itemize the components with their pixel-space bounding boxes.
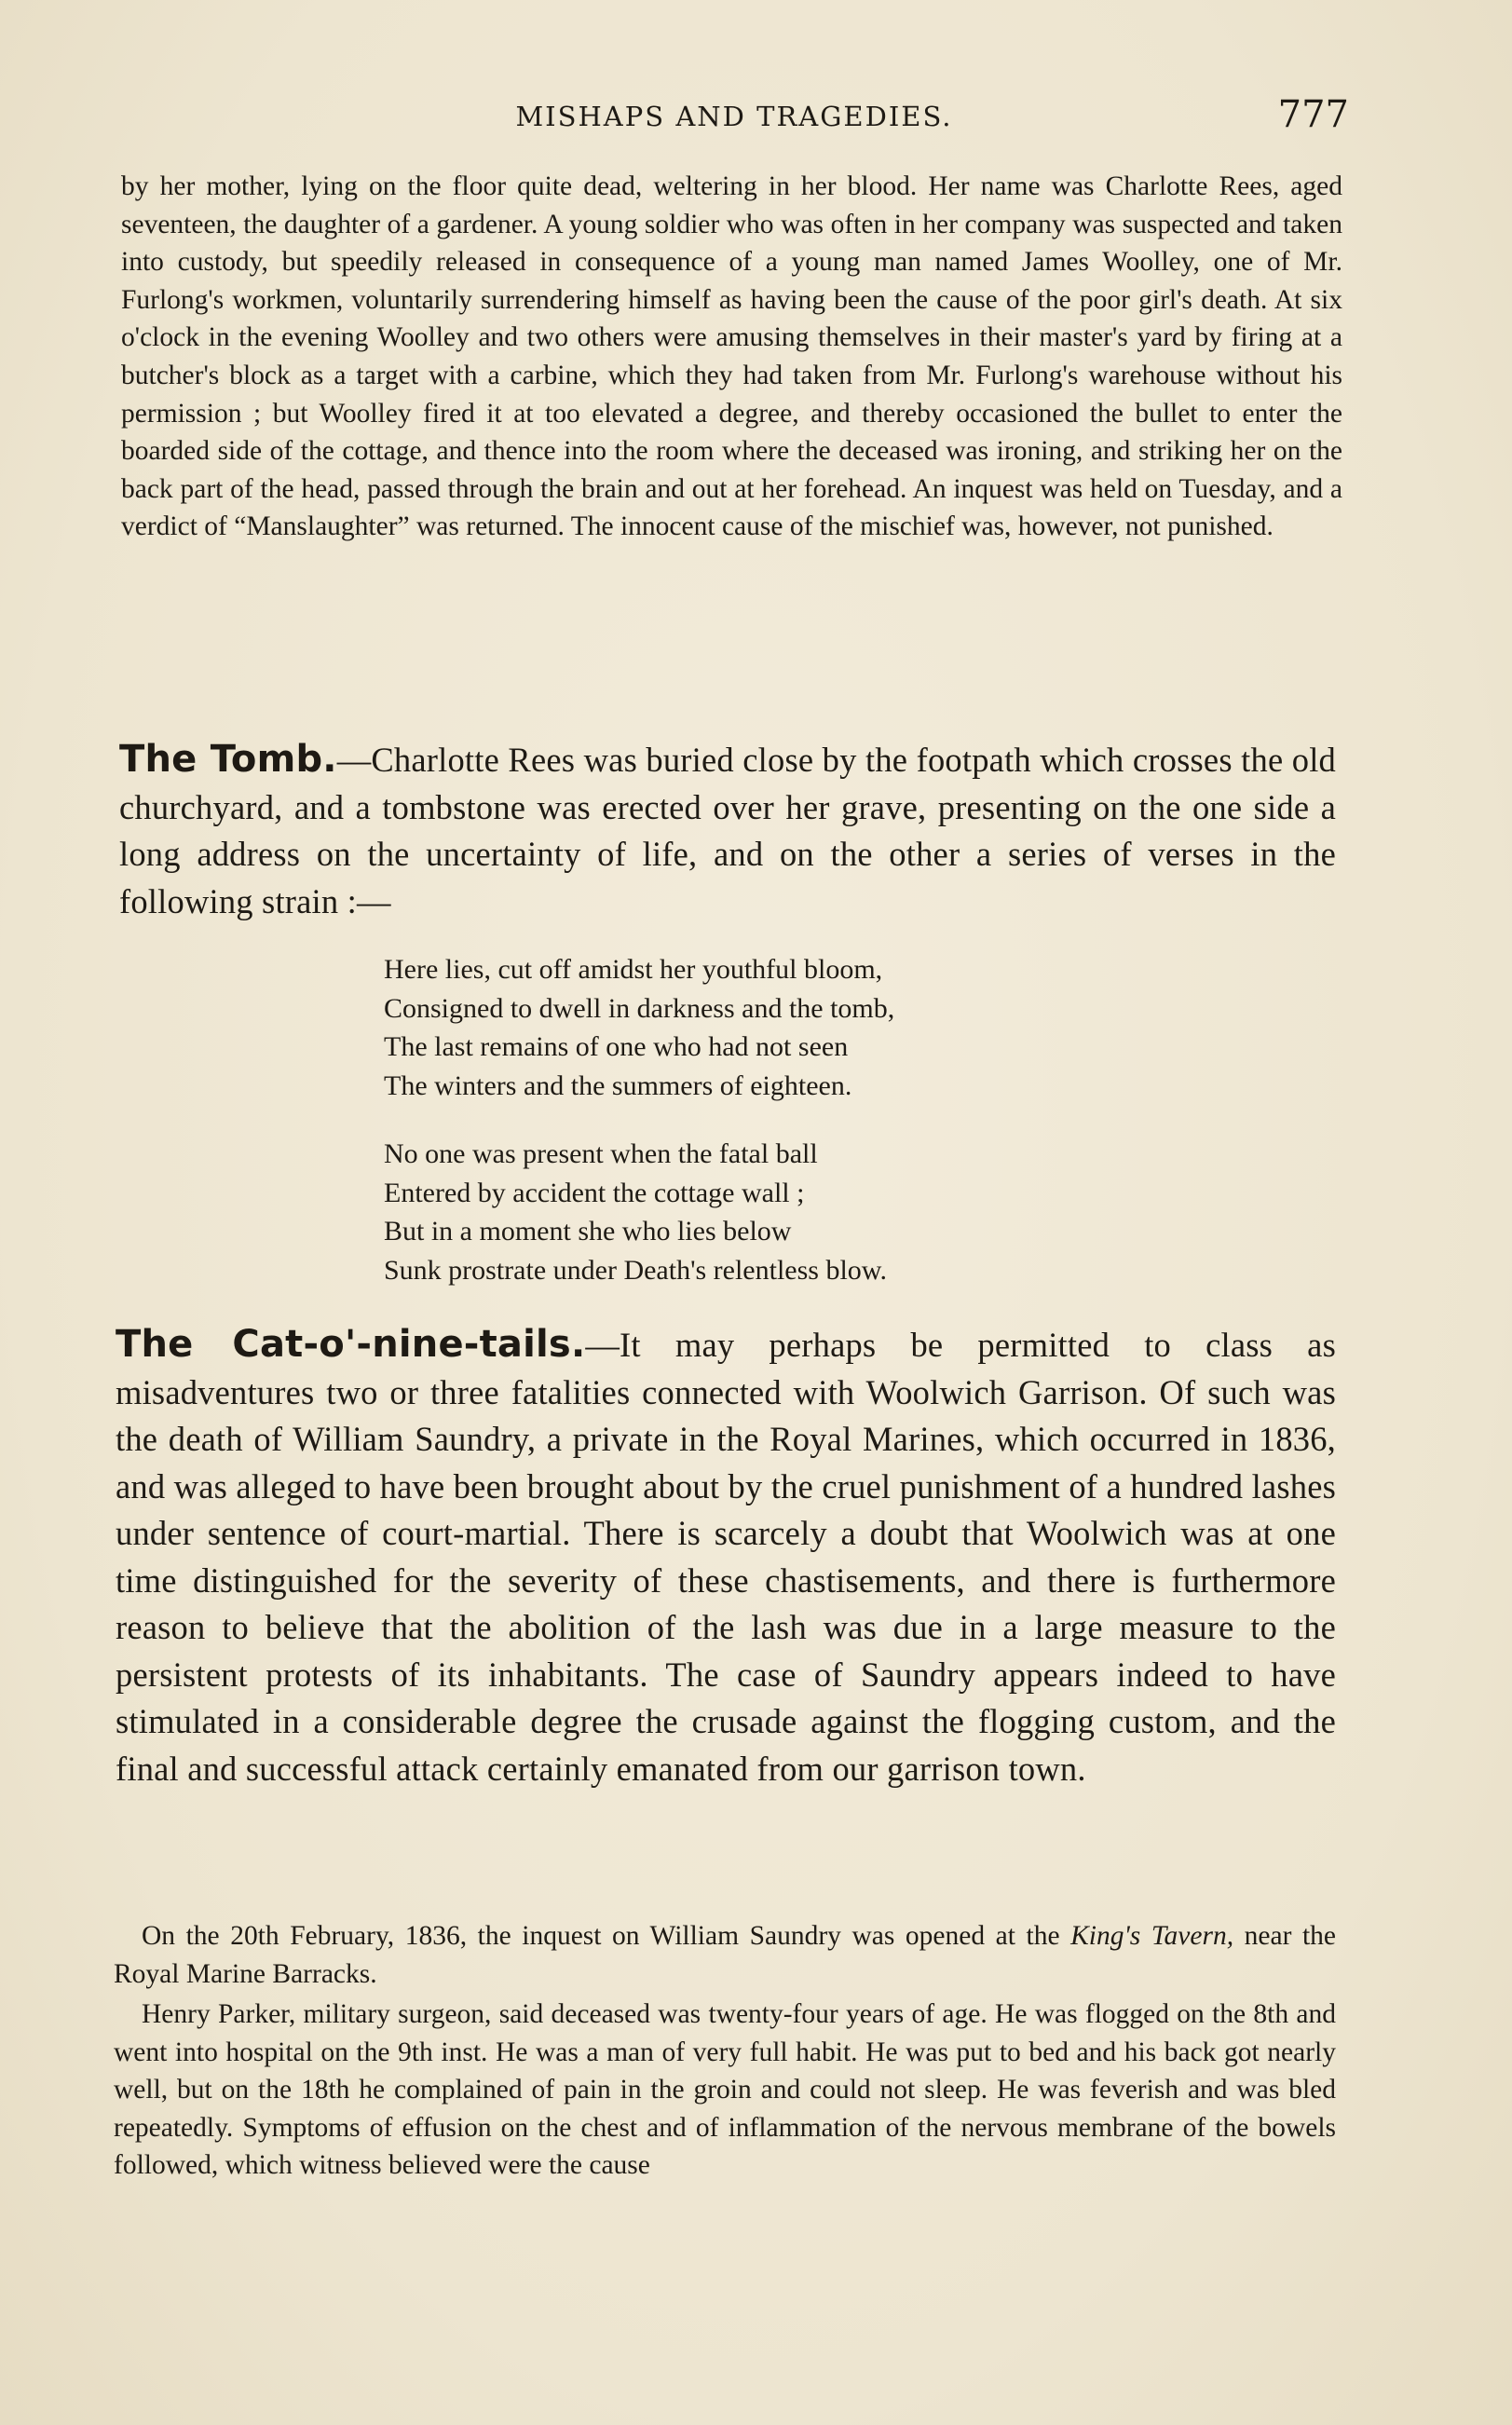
page-header	[119, 93, 1349, 140]
kings-tavern: King's Tavern,	[1070, 1921, 1234, 1951]
poem-stanza-1	[384, 950, 894, 1105]
tomb-paragraph	[119, 736, 1336, 925]
continued-paragraph: by her mother, lying on the floor quite dead, weltering in her blood. Her name was Charlotte Rees, aged seventeen, the daughter of a gardener. A young soldier who was often in her company was suspected and taken into custody, but speedily released in consequence of a young man named James Woolley, one of Mr. Furlong's workmen, voluntarily surrendering himself as having been the cause of the poor girl's death. At six o'clock in the evening Woolley and two others were amusing themselves in their master's yard by firing at a butcher's block as a target with a carbine, which they had taken from Mr. Furlong's warehouse without his permission ; but Woolley fired it at too elevated a degree, and thereby occasioned the bullet to enter the boarded side of the cottage, and thence into the room where the deceased was ironing, and striking her on the back part of the head, passed through the brain and out at her forehead. An inquest was held on Tuesday, and a verdict of “Manslaughter” was returned. The innocent cause of the mischief was, however, not punished.	[121, 171, 1342, 542]
inquest-text-after: near the Royal Marine Barracks.	[114, 1921, 1336, 1989]
inquest-text-before: On the 20th February, 1836, the inquest on William Saundry was opened at the	[142, 1921, 1071, 1951]
poem-line: Here lies, cut off amidst her youthful bloom,	[384, 954, 883, 985]
poem-line: But in a moment she who lies below	[384, 1216, 792, 1247]
poem-stanza-2	[384, 1135, 887, 1289]
inquest-paragraph-2: Henry Parker, military surgeon, said deceased was twenty-four years of age. He was flogged on the 8th and went into hospital on the 9th inst. He was a man of very full habit. He was put to bed and his back got nearly well, but on the 18th he complained of pain in the groin and could not sleep. He was feverish and was bled repeatedly. Symptoms of effusion on the chest and of inflammation of the nervous membrane of the bowels followed, which witness believed were the cause	[114, 1999, 1336, 2181]
tomb-text: —Charlotte Rees was buried close by the footpath which crosses the old churchyard, and a tombstone was erected over her grave, presenting on the one side a long address on the uncertainty of life, and on the other a series of verses in the following strain :—	[119, 741, 1337, 920]
inquest-paragraph-1	[114, 1917, 1336, 1993]
poem-line: Sunk prostrate under Death's relentless blow.	[384, 1254, 887, 1286]
cat-o-nine-tails-heading: The Cat-o'-nine-tails.	[116, 1323, 586, 1366]
poem-line: The last remains of one who had not seen	[384, 1031, 849, 1062]
running-head: MISHAPS AND TRAGEDIES.	[515, 101, 953, 132]
poem-line: No one was present when the fatal ball	[384, 1138, 818, 1169]
cat-o-nine-tails-paragraph	[116, 1321, 1336, 1792]
page-number: 777	[1277, 93, 1349, 136]
poem-line: The winters and the summers of eighteen.	[384, 1069, 852, 1101]
tomb-heading: The Tomb.	[119, 738, 337, 781]
poem-line: Entered by accident the cottage wall ;	[384, 1177, 805, 1208]
poem-line: Consigned to dwell in darkness and the tomb,	[384, 992, 895, 1024]
cat-o-nine-tails-text: —It may perhaps be permitted to class as misadventures two or three fatalities connected with Woolwich Garrison. Of such was the death of William Saundry, a private in the Royal Marines, which occurred in 1836, and was alleged to have been brought about by the cruel punishment of a hundred lashes under sentence of court-martial. There is scarcely a doubt that Woolwich was at one time distinguished for the severity of these chastisements, and there is furthermore reason to believe that the abolition of the lash was due in a large measure to the persistent protests of its inhabitants. The case of Saundry appears indeed to have stimulated in a considerable degree the crusade against the flogging custom, and the final and successful attack certainly emanated from our garrison town.	[116, 1326, 1336, 1788]
